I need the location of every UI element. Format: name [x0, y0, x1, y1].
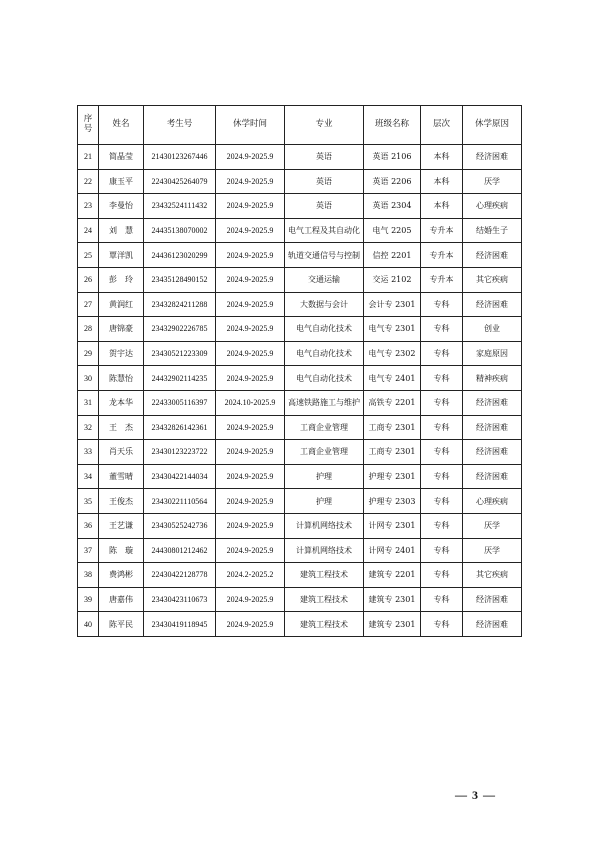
table-body — [78, 145, 522, 637]
cell-reason: 其它疾病 — [463, 563, 522, 588]
cell-period: 2024.9-2025.9 — [216, 243, 285, 268]
cell-major: 建筑工程技术 — [285, 612, 364, 637]
cell-level: 专科 — [421, 612, 463, 637]
cell-student-id: 24436123020299 — [144, 243, 216, 268]
cell-student-id: 23430521223309 — [144, 341, 216, 366]
cell-major: 计算机网络技术 — [285, 538, 364, 563]
header-reason: 休学原因 — [463, 106, 522, 145]
cell-reason: 厌学 — [463, 538, 522, 563]
cell-class-name: 工商专 2301 — [364, 440, 421, 465]
table-row — [78, 169, 522, 194]
cell-name: 王 杰 — [99, 415, 144, 440]
cell-reason: 经济困难 — [463, 587, 522, 612]
cell-seq: 29 — [78, 341, 99, 366]
cell-class-name: 工商专 2301 — [364, 415, 421, 440]
cell-seq: 39 — [78, 587, 99, 612]
cell-class-name: 建筑专 2301 — [364, 612, 421, 637]
cell-period: 2024.9-2025.9 — [216, 587, 285, 612]
table-row — [78, 366, 522, 391]
cell-seq: 32 — [78, 415, 99, 440]
header-student-id: 考生号 — [144, 106, 216, 145]
cell-name: 龙本华 — [99, 390, 144, 415]
cell-seq: 28 — [78, 317, 99, 342]
table-row — [78, 267, 522, 292]
cell-student-id: 23430221110564 — [144, 489, 216, 514]
cell-level: 专科 — [421, 563, 463, 588]
cell-major: 工商企业管理 — [285, 440, 364, 465]
table-row — [78, 292, 522, 317]
cell-name: 董雪晴 — [99, 464, 144, 489]
table-row — [78, 464, 522, 489]
cell-class-name: 计网专 2401 — [364, 538, 421, 563]
cell-name: 李曼怡 — [99, 194, 144, 219]
cell-major: 电气自动化技术 — [285, 317, 364, 342]
cell-student-id: 21430123267446 — [144, 145, 216, 170]
cell-period: 2024.9-2025.9 — [216, 415, 285, 440]
cell-seq: 24 — [78, 218, 99, 243]
cell-name: 唐嘉伟 — [99, 587, 144, 612]
header-seq-line1: 序 — [83, 114, 93, 125]
cell-period: 2024.9-2025.9 — [216, 366, 285, 391]
cell-period: 2024.10-2025.9 — [216, 390, 285, 415]
table-row — [78, 145, 522, 170]
cell-name: 简晶莹 — [99, 145, 144, 170]
cell-student-id: 23430422144034 — [144, 464, 216, 489]
table-row — [78, 538, 522, 563]
cell-level: 专科 — [421, 292, 463, 317]
cell-major: 计算机网络技术 — [285, 513, 364, 538]
cell-student-id: 23435128490152 — [144, 267, 216, 292]
cell-student-id: 22430425264079 — [144, 169, 216, 194]
cell-reason: 经济困难 — [463, 243, 522, 268]
cell-name: 彭 玲 — [99, 267, 144, 292]
cell-class-name: 英语 2206 — [364, 169, 421, 194]
cell-period: 2024.9-2025.9 — [216, 489, 285, 514]
header-level: 层次 — [421, 106, 463, 145]
table-row — [78, 513, 522, 538]
cell-class-name: 建筑专 2201 — [364, 563, 421, 588]
cell-name: 陈平民 — [99, 612, 144, 637]
cell-period: 2024.2-2025.2 — [216, 563, 285, 588]
cell-class-name: 电气专 2301 — [364, 317, 421, 342]
cell-reason: 经济困难 — [463, 464, 522, 489]
cell-class-name: 电气 2205 — [364, 218, 421, 243]
cell-student-id: 24432902114235 — [144, 366, 216, 391]
cell-period: 2024.9-2025.9 — [216, 292, 285, 317]
cell-student-id: 23432826142361 — [144, 415, 216, 440]
cell-level: 专科 — [421, 341, 463, 366]
table-row — [78, 341, 522, 366]
cell-seq: 26 — [78, 267, 99, 292]
cell-level: 专升本 — [421, 243, 463, 268]
cell-class-name: 信控 2201 — [364, 243, 421, 268]
cell-level: 专科 — [421, 489, 463, 514]
header-class-name: 班级名称 — [364, 106, 421, 145]
cell-reason: 经济困难 — [463, 292, 522, 317]
cell-major: 英语 — [285, 145, 364, 170]
cell-level: 本科 — [421, 145, 463, 170]
cell-reason: 经济困难 — [463, 415, 522, 440]
cell-name: 肖天乐 — [99, 440, 144, 465]
table-row — [78, 612, 522, 637]
cell-level: 专科 — [421, 464, 463, 489]
cell-seq: 30 — [78, 366, 99, 391]
cell-name: 刘 慧 — [99, 218, 144, 243]
cell-student-id: 23432524111432 — [144, 194, 216, 219]
cell-class-name: 英语 2106 — [364, 145, 421, 170]
cell-major: 英语 — [285, 169, 364, 194]
cell-major: 工商企业管理 — [285, 415, 364, 440]
cell-level: 专科 — [421, 415, 463, 440]
cell-level: 专科 — [421, 513, 463, 538]
cell-name: 陈 璇 — [99, 538, 144, 563]
suspension-roster-table — [77, 105, 522, 637]
cell-class-name: 护理专 2301 — [364, 464, 421, 489]
cell-period: 2024.9-2025.9 — [216, 612, 285, 637]
cell-reason: 经济困难 — [463, 145, 522, 170]
cell-student-id: 23432902226785 — [144, 317, 216, 342]
table-row — [78, 218, 522, 243]
cell-major: 建筑工程技术 — [285, 587, 364, 612]
cell-level: 专科 — [421, 390, 463, 415]
cell-major: 高速铁路施工与维护 — [285, 390, 364, 415]
cell-student-id: 23430419118945 — [144, 612, 216, 637]
cell-seq: 34 — [78, 464, 99, 489]
cell-level: 专科 — [421, 366, 463, 391]
cell-seq: 33 — [78, 440, 99, 465]
cell-period: 2024.9-2025.9 — [216, 464, 285, 489]
table-row — [78, 390, 522, 415]
header-major: 专业 — [285, 106, 364, 145]
table-row — [78, 243, 522, 268]
cell-period: 2024.9-2025.9 — [216, 194, 285, 219]
cell-student-id: 24435138070002 — [144, 218, 216, 243]
cell-reason: 经济困难 — [463, 440, 522, 465]
cell-period: 2024.9-2025.9 — [216, 513, 285, 538]
cell-period: 2024.9-2025.9 — [216, 440, 285, 465]
cell-seq: 35 — [78, 489, 99, 514]
cell-class-name: 建筑专 2301 — [364, 587, 421, 612]
cell-major: 护理 — [285, 464, 364, 489]
cell-reason: 其它疾病 — [463, 267, 522, 292]
cell-major: 电气自动化技术 — [285, 366, 364, 391]
cell-student-id: 24430801212462 — [144, 538, 216, 563]
cell-name: 费鸿彬 — [99, 563, 144, 588]
cell-reason: 经济困难 — [463, 612, 522, 637]
cell-period: 2024.9-2025.9 — [216, 317, 285, 342]
cell-seq: 22 — [78, 169, 99, 194]
cell-level: 专科 — [421, 440, 463, 465]
cell-reason: 心理疾病 — [463, 489, 522, 514]
cell-name: 黄润红 — [99, 292, 144, 317]
cell-name: 唐锦豪 — [99, 317, 144, 342]
cell-name: 陈慧怡 — [99, 366, 144, 391]
cell-level: 本科 — [421, 169, 463, 194]
cell-name: 王俊杰 — [99, 489, 144, 514]
table-row — [78, 587, 522, 612]
cell-name: 贺宇达 — [99, 341, 144, 366]
cell-student-id: 22433005116397 — [144, 390, 216, 415]
cell-class-name: 会计专 2301 — [364, 292, 421, 317]
cell-class-name: 计网专 2301 — [364, 513, 421, 538]
header-name: 姓名 — [99, 106, 144, 145]
cell-level: 专升本 — [421, 267, 463, 292]
cell-class-name: 高铁专 2201 — [364, 390, 421, 415]
cell-period: 2024.9-2025.9 — [216, 538, 285, 563]
page-number: — 3 — — [455, 788, 496, 802]
header-period: 休学时间 — [216, 106, 285, 145]
cell-seq: 27 — [78, 292, 99, 317]
cell-student-id: 22430422128778 — [144, 563, 216, 588]
cell-major: 交通运输 — [285, 267, 364, 292]
cell-reason: 厌学 — [463, 169, 522, 194]
cell-major: 建筑工程技术 — [285, 563, 364, 588]
cell-major: 轨道交通信号与控制 — [285, 243, 364, 268]
cell-period: 2024.9-2025.9 — [216, 169, 285, 194]
table-row — [78, 489, 522, 514]
cell-reason: 结婚生子 — [463, 218, 522, 243]
cell-seq: 21 — [78, 145, 99, 170]
cell-period: 2024.9-2025.9 — [216, 145, 285, 170]
cell-seq: 23 — [78, 194, 99, 219]
cell-reason: 家庭原因 — [463, 341, 522, 366]
cell-seq: 25 — [78, 243, 99, 268]
cell-student-id: 23430423110673 — [144, 587, 216, 612]
table-row — [78, 317, 522, 342]
table-header-row — [78, 106, 522, 145]
cell-seq: 36 — [78, 513, 99, 538]
cell-period: 2024.9-2025.9 — [216, 267, 285, 292]
cell-seq: 38 — [78, 563, 99, 588]
cell-reason: 精神疾病 — [463, 366, 522, 391]
cell-class-name: 电气专 2302 — [364, 341, 421, 366]
table-row — [78, 415, 522, 440]
cell-level: 专科 — [421, 587, 463, 612]
header-seq — [78, 106, 99, 145]
cell-reason: 厌学 — [463, 513, 522, 538]
table-row — [78, 440, 522, 465]
cell-name: 覃洋凯 — [99, 243, 144, 268]
cell-reason: 经济困难 — [463, 390, 522, 415]
table-row — [78, 563, 522, 588]
cell-major: 电气工程及其自动化 — [285, 218, 364, 243]
cell-major: 英语 — [285, 194, 364, 219]
header-seq-line2: 号 — [83, 124, 93, 134]
cell-name: 王艺谦 — [99, 513, 144, 538]
cell-name: 康玉平 — [99, 169, 144, 194]
cell-level: 本科 — [421, 194, 463, 219]
cell-level: 专升本 — [421, 218, 463, 243]
cell-major: 电气自动化技术 — [285, 341, 364, 366]
cell-student-id: 23432824211288 — [144, 292, 216, 317]
cell-reason: 心理疾病 — [463, 194, 522, 219]
cell-class-name: 护理专 2303 — [364, 489, 421, 514]
cell-class-name: 电气专 2401 — [364, 366, 421, 391]
cell-period: 2024.9-2025.9 — [216, 341, 285, 366]
cell-class-name: 交运 2102 — [364, 267, 421, 292]
table-row — [78, 194, 522, 219]
cell-seq: 31 — [78, 390, 99, 415]
cell-level: 专科 — [421, 538, 463, 563]
cell-major: 护理 — [285, 489, 364, 514]
cell-seq: 40 — [78, 612, 99, 637]
cell-student-id: 23430525242736 — [144, 513, 216, 538]
cell-level: 专科 — [421, 317, 463, 342]
cell-period: 2024.9-2025.9 — [216, 218, 285, 243]
cell-class-name: 英语 2304 — [364, 194, 421, 219]
cell-major: 大数据与会计 — [285, 292, 364, 317]
cell-seq: 37 — [78, 538, 99, 563]
cell-student-id: 23430123223722 — [144, 440, 216, 465]
cell-reason: 创业 — [463, 317, 522, 342]
